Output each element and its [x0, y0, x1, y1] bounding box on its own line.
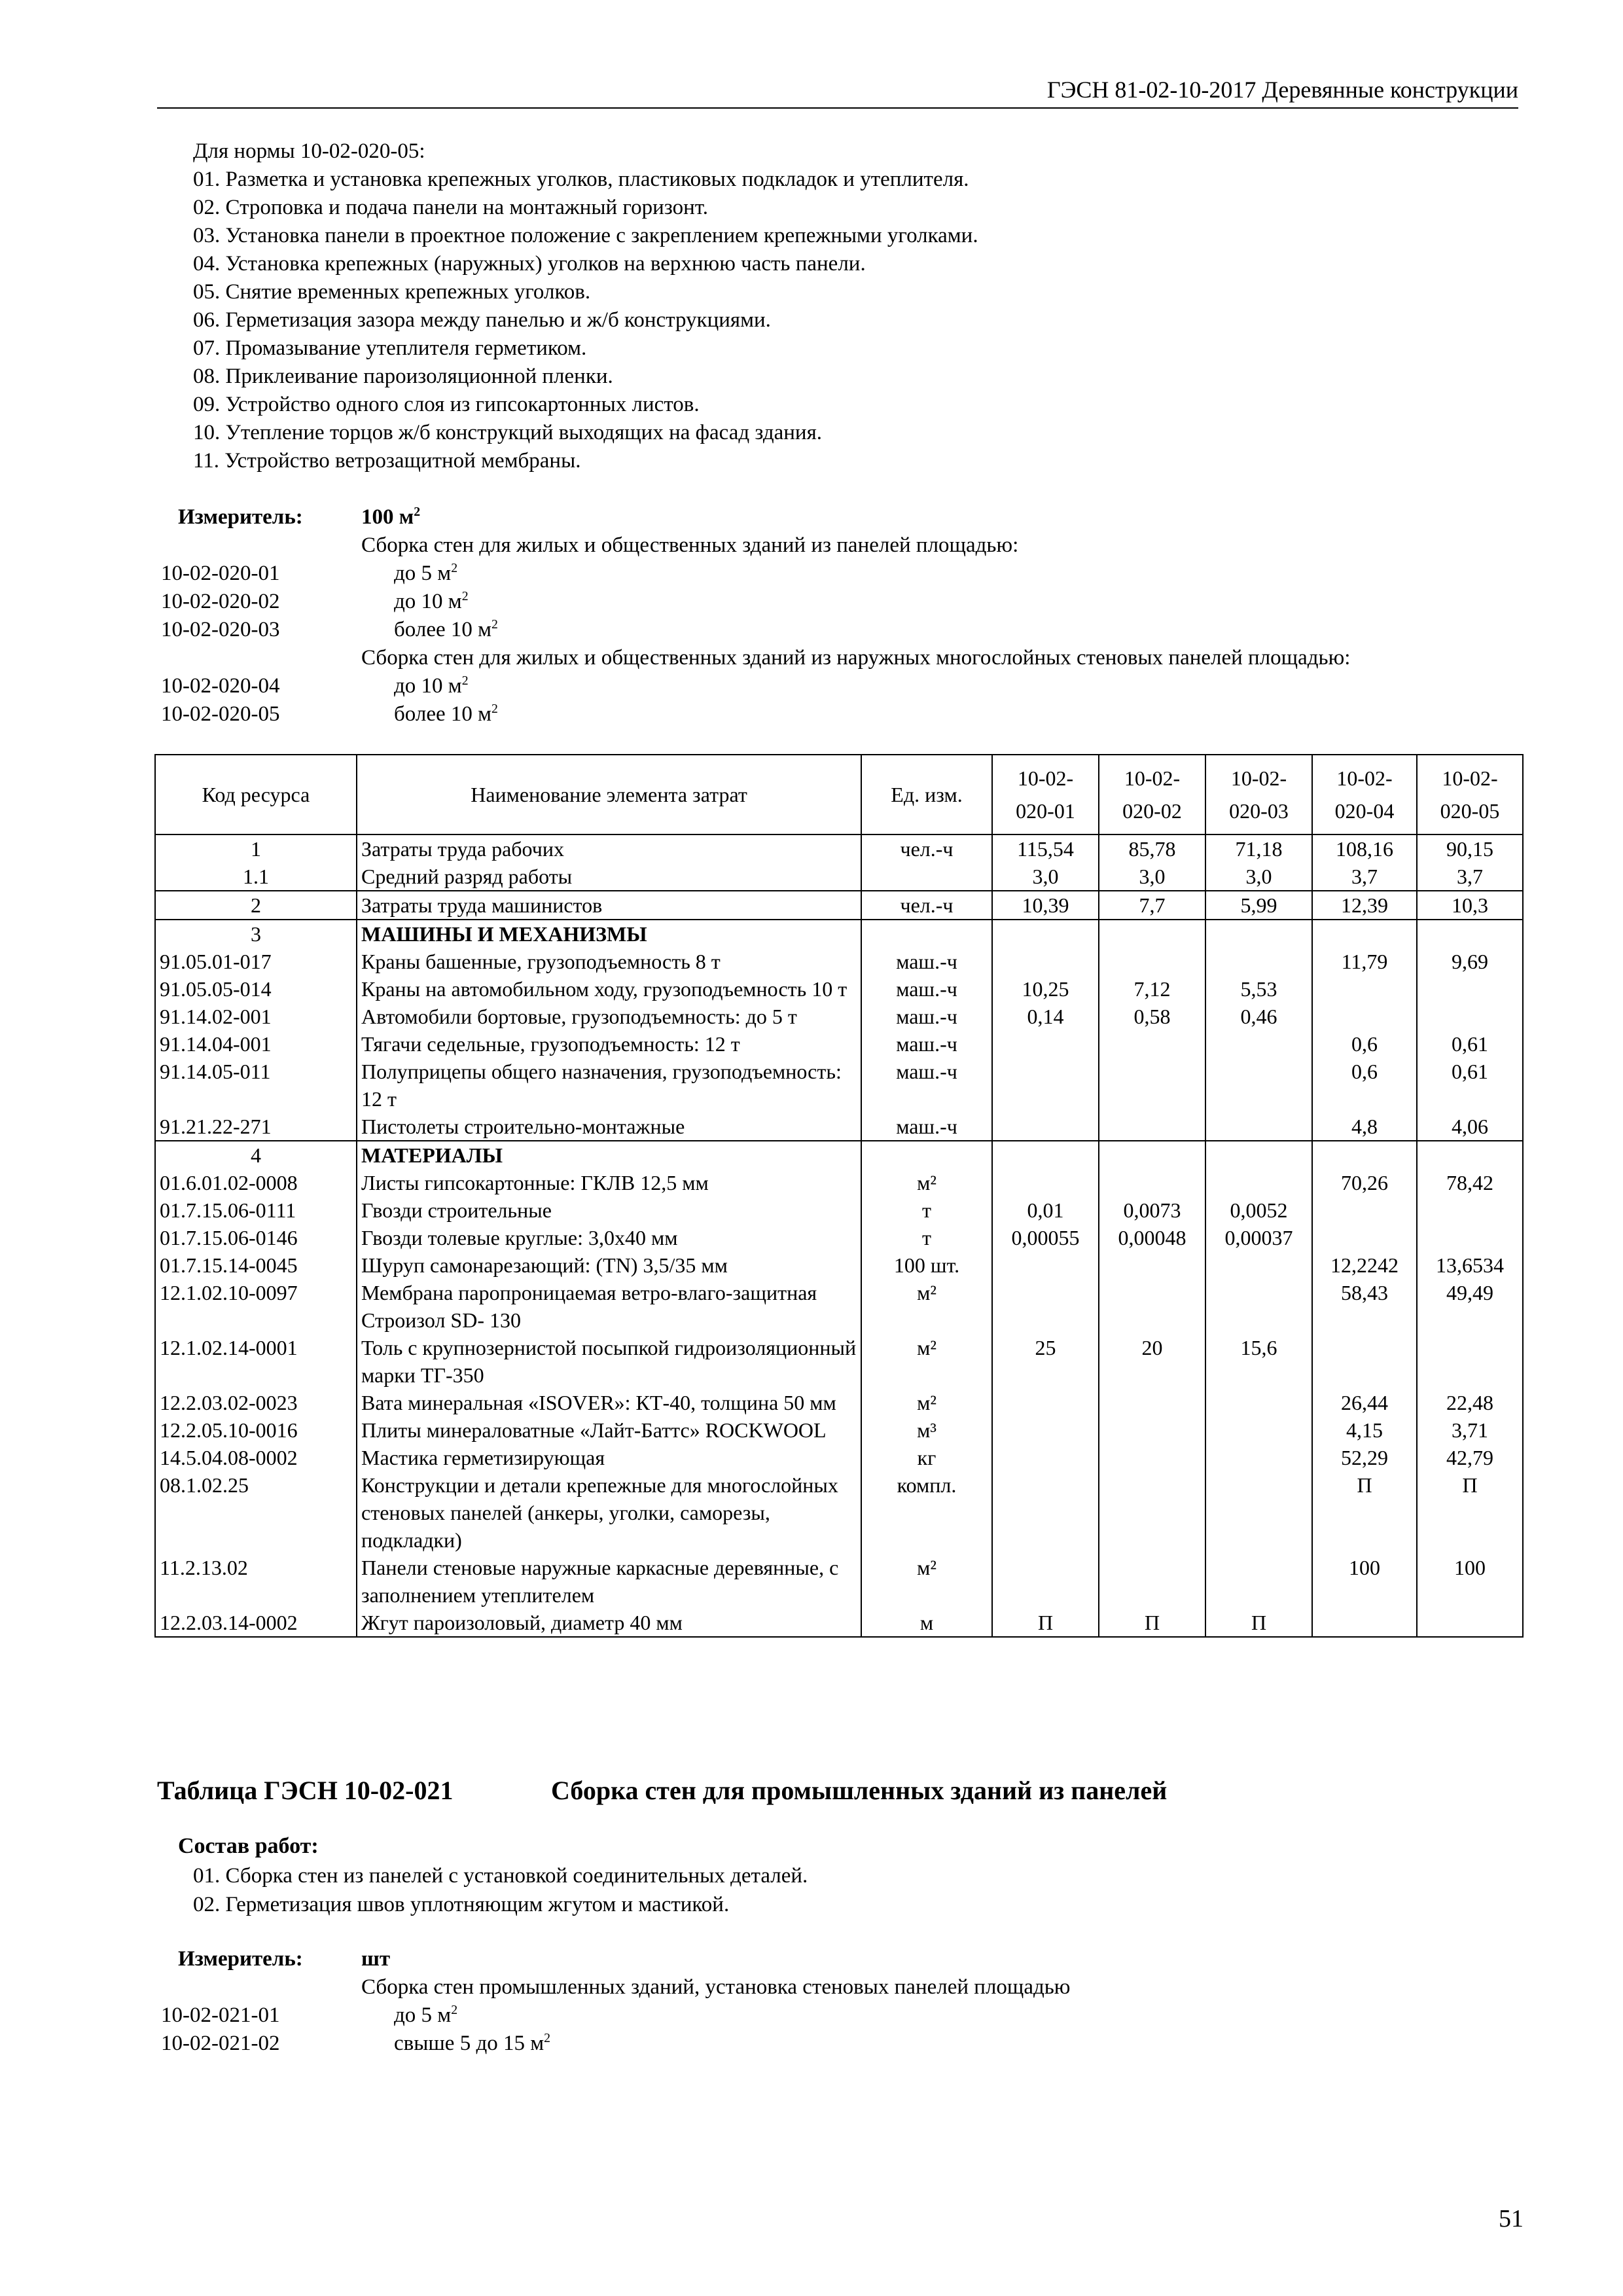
- cell-value: [1099, 1471, 1205, 1554]
- table-row: [155, 1334, 1523, 1389]
- table-row: [155, 1030, 1523, 1058]
- norm-desc-text: более 10 м: [394, 618, 491, 641]
- table-row: [155, 1058, 1523, 1113]
- cell-value: 0,0073: [1099, 1196, 1205, 1224]
- cell-value: 108,16: [1312, 834, 1417, 863]
- cell-name: Вата минеральная «ISOVER»: КТ-40, толщина 50 мм: [357, 1389, 861, 1416]
- cell-name: Жгут пароизоловый, диаметр 40 мм: [357, 1609, 861, 1637]
- cell-unit: компл.: [861, 1471, 992, 1554]
- cell-name: Толь с крупнозернистой посыпкой гидроизоляционный марки ТГ-350: [357, 1334, 861, 1389]
- cell-code: 01.6.01.02-0008: [155, 1169, 357, 1196]
- table-row: [155, 1609, 1523, 1637]
- cell-code: 91.21.22-271: [155, 1113, 357, 1141]
- composition-label: Состав работ:: [178, 1834, 319, 1858]
- cell-name: Листы гипсокартонные: ГКЛВ 12,5 мм: [357, 1169, 861, 1196]
- cell-value: [1312, 1609, 1417, 1637]
- composition-item: 01. Сборка стен из панелей с установкой соединительных деталей.: [193, 1864, 808, 1888]
- cell-name: Гвозди толевые круглые: 3,0х40 мм: [357, 1224, 861, 1251]
- cell-value: [1417, 975, 1523, 1003]
- cell-value: [992, 1279, 1099, 1334]
- cell-value: 3,7: [1312, 863, 1417, 891]
- cell-value: [1099, 1251, 1205, 1279]
- header-norm-col: [1312, 755, 1417, 834]
- norm-desc-text: до 10 м: [394, 674, 462, 698]
- cell-unit: м³: [861, 1416, 992, 1444]
- cell-code: 3: [155, 920, 357, 948]
- cell-value: [1099, 920, 1205, 948]
- cell-value: [992, 1058, 1099, 1113]
- cell-value: 85,78: [1099, 834, 1205, 863]
- cell-value: [992, 1554, 1099, 1609]
- cell-value: [1312, 1334, 1417, 1389]
- cell-value: [1417, 1609, 1523, 1637]
- cell-name: Панели стеновые наружные каркасные деревянные, с заполнением утеплителем: [357, 1554, 861, 1609]
- measure-unit: [361, 505, 420, 529]
- cell-unit: м²: [861, 1554, 992, 1609]
- cell-value: [1205, 920, 1312, 948]
- cell-code: 91.05.05-014: [155, 975, 357, 1003]
- measure-label: Измеритель:: [178, 505, 303, 529]
- cell-name: Средний разряд работы: [357, 863, 861, 891]
- composition-list: [193, 1861, 808, 1919]
- cell-value: [1417, 1141, 1523, 1169]
- cell-value: 7,7: [1099, 891, 1205, 920]
- cell-name: Краны башенные, грузоподъемность 8 т: [357, 948, 861, 975]
- cell-value: [1205, 1554, 1312, 1609]
- table-row: [155, 1471, 1523, 1554]
- cell-value: [1417, 1003, 1523, 1030]
- page-header: [157, 72, 1518, 109]
- norm-code: 10-02-020-04: [161, 674, 280, 698]
- table-row: [155, 1389, 1523, 1416]
- cell-value: 71,18: [1205, 834, 1312, 863]
- cell-unit: маш.-ч: [861, 975, 992, 1003]
- cell-value: 100: [1312, 1554, 1417, 1609]
- cell-value: 52,29: [1312, 1444, 1417, 1471]
- cell-unit: маш.-ч: [861, 1003, 992, 1030]
- cell-value: 0,6: [1312, 1030, 1417, 1058]
- cell-code: 91.14.05-011: [155, 1058, 357, 1113]
- cell-value: 20: [1099, 1334, 1205, 1389]
- cell-value: 0,6: [1312, 1058, 1417, 1113]
- cell-value: 49,49: [1417, 1279, 1523, 1334]
- norm-desc-sup: 2: [451, 561, 458, 575]
- cell-unit: маш.-ч: [861, 1058, 992, 1113]
- cell-code: 12.1.02.10-0097: [155, 1279, 357, 1334]
- cell-name: Гвозди строительные: [357, 1196, 861, 1224]
- cell-value: 12,2242: [1312, 1251, 1417, 1279]
- cell-value: П: [1312, 1471, 1417, 1554]
- cell-value: 90,15: [1417, 834, 1523, 863]
- norm-code: 10-02-020-03: [161, 618, 280, 641]
- table2-title-text: Сборка стен для промышленных зданий из панелей: [551, 1776, 1168, 1805]
- norm-desc-text: до 10 м: [394, 590, 462, 613]
- cell-code: 08.1.02.25: [155, 1471, 357, 1554]
- cell-value: [1099, 1169, 1205, 1196]
- table-row: [155, 891, 1523, 920]
- cell-value: [1417, 1334, 1523, 1389]
- cell-code: 91.14.02-001: [155, 1003, 357, 1030]
- cell-unit: т: [861, 1196, 992, 1224]
- cell-value: [1205, 1058, 1312, 1113]
- cell-unit: 100 шт.: [861, 1251, 992, 1279]
- header-norm-line: 10-02-: [1017, 766, 1074, 790]
- cell-name: Полуприцепы общего назначения, грузоподъемность: 12 т: [357, 1058, 861, 1113]
- cell-unit: чел.-ч: [861, 891, 992, 920]
- cell-value: [1205, 948, 1312, 975]
- header-norm-line: 10-02-: [1124, 766, 1181, 790]
- cell-value: [1312, 975, 1417, 1003]
- norm-desc-text: до 5 м: [394, 2003, 452, 2027]
- header-norm-line: 020-04: [1334, 799, 1395, 823]
- table-row: [155, 975, 1523, 1003]
- cell-value: [992, 948, 1099, 975]
- cell-value: [1417, 920, 1523, 948]
- norm-code: 10-02-021-01: [161, 2003, 280, 2027]
- table-row: [155, 1416, 1523, 1444]
- cell-value: 0,0052: [1205, 1196, 1312, 1224]
- cell-value: [1312, 920, 1417, 948]
- cell-value: 5,99: [1205, 891, 1312, 920]
- cell-code: 91.05.01-017: [155, 948, 357, 975]
- cell-value: [1312, 1196, 1417, 1224]
- table-row: [155, 863, 1523, 891]
- cell-value: [992, 1471, 1099, 1554]
- cell-code: 1.1: [155, 863, 357, 891]
- cell-value: [992, 1416, 1099, 1444]
- norm-desc: [394, 562, 457, 586]
- header-norm-col: [1205, 755, 1312, 834]
- norm-desc-sup: 2: [491, 617, 498, 632]
- norm-desc-text: свыше 5 до 15 м: [394, 2032, 544, 2055]
- norm-desc-text: до 5 м: [394, 562, 452, 585]
- cell-value: 7,12: [1099, 975, 1205, 1003]
- header-norm-col: [992, 755, 1099, 834]
- header-norm-col: [1099, 755, 1205, 834]
- cell-value: 0,01: [992, 1196, 1099, 1224]
- measure-unit-sup: 2: [414, 505, 421, 519]
- cell-code: 11.2.13.02: [155, 1554, 357, 1609]
- cell-value: [992, 1444, 1099, 1471]
- table-row: [155, 1113, 1523, 1141]
- cell-value: 0,00037: [1205, 1224, 1312, 1251]
- cell-unit: [861, 1141, 992, 1169]
- norm-desc: [394, 702, 498, 726]
- cell-value: [1312, 1003, 1417, 1030]
- cell-unit: м²: [861, 1334, 992, 1389]
- cell-code: 01.7.15.06-0111: [155, 1196, 357, 1224]
- cell-value: 10,39: [992, 891, 1099, 920]
- cell-name: Мембрана паропроницаемая ветро-влаго-защитная Строизол SD- 130: [357, 1279, 861, 1334]
- cell-unit: [861, 920, 992, 948]
- cell-value: 3,7: [1417, 863, 1523, 891]
- cell-value: [1099, 1554, 1205, 1609]
- cell-name: Затраты труда машинистов: [357, 891, 861, 920]
- cell-value: П: [1417, 1471, 1523, 1554]
- cell-value: [1205, 1113, 1312, 1141]
- table-row: [155, 1444, 1523, 1471]
- cell-value: [992, 920, 1099, 948]
- cell-value: 100: [1417, 1554, 1523, 1609]
- header-norm-line: 10-02-: [1230, 766, 1287, 790]
- cell-value: П: [992, 1609, 1099, 1637]
- cell-code: 91.14.04-001: [155, 1030, 357, 1058]
- cell-code: 01.7.15.14-0045: [155, 1251, 357, 1279]
- operation-item: 05. Снятие временных крепежных уголков.: [193, 280, 591, 304]
- cell-value: 115,54: [992, 834, 1099, 863]
- cell-value: 78,42: [1417, 1169, 1523, 1196]
- cell-value: [1417, 1196, 1523, 1224]
- cell-value: 13,6534: [1417, 1251, 1523, 1279]
- cell-value: 10,3: [1417, 891, 1523, 920]
- measure-unit-text: 100 м: [361, 505, 414, 529]
- cell-unit: маш.-ч: [861, 1030, 992, 1058]
- cell-name: Затраты труда рабочих: [357, 834, 861, 863]
- table-row: [155, 920, 1523, 948]
- table2-title: [157, 1775, 1168, 1806]
- cell-value: 22,48: [1417, 1389, 1523, 1416]
- header-norm-line: 10-02-: [1336, 766, 1393, 790]
- cell-code: 12.1.02.14-0001: [155, 1334, 357, 1389]
- cell-value: [1205, 1279, 1312, 1334]
- cell-value: 0,58: [1099, 1003, 1205, 1030]
- operation-item: 03. Установка панели в проектное положение с закреплением крепежными уголками.: [193, 224, 978, 247]
- cell-value: 3,0: [1099, 863, 1205, 891]
- header-title: ГЭСН 81-02-10-2017 Деревянные конструкции: [1046, 77, 1518, 103]
- operation-item: 02. Строповка и подача панели на монтажный горизонт.: [193, 196, 708, 219]
- cell-value: П: [1099, 1609, 1205, 1637]
- measure-group-1: Сборка стен для жилых и общественных зданий из панелей площадью:: [361, 533, 1019, 557]
- header-unit: Ед. изм.: [861, 755, 992, 834]
- cell-code: 14.5.04.08-0002: [155, 1444, 357, 1471]
- composition-item: 02. Герметизация швов уплотняющим жгутом и мастикой.: [193, 1893, 730, 1916]
- operation-item: 09. Устройство одного слоя из гипсокартонных листов.: [193, 393, 700, 416]
- page-number: 51: [1499, 2205, 1524, 2233]
- cell-value: П: [1205, 1609, 1312, 1637]
- norm-code: 10-02-020-02: [161, 590, 280, 613]
- cell-name: Конструкции и детали крепежные для многослойных стеновых панелей (анкеры, уголки, саморезы, подкладки): [357, 1471, 861, 1554]
- header-norm-line: 020-03: [1229, 799, 1289, 823]
- measure-group: Сборка стен промышленных зданий, установка стеновых панелей площадью: [361, 1975, 1071, 1999]
- table-row: [155, 1279, 1523, 1334]
- cell-value: [992, 1141, 1099, 1169]
- cell-value: [1205, 1030, 1312, 1058]
- norm-desc: [394, 590, 469, 614]
- cell-code: 4: [155, 1141, 357, 1169]
- cell-value: 11,79: [1312, 948, 1417, 975]
- cell-code: 1: [155, 834, 357, 863]
- cell-unit: [861, 863, 992, 891]
- operation-item: 08. Приклеивание пароизоляционной пленки.: [193, 365, 613, 388]
- cell-value: 9,69: [1417, 948, 1523, 975]
- cell-value: 4,8: [1312, 1113, 1417, 1141]
- cell-name: Тягачи седельные, грузоподъемность: 12 т: [357, 1030, 861, 1058]
- cell-value: 0,46: [1205, 1003, 1312, 1030]
- cell-value: [1312, 1141, 1417, 1169]
- cell-value: 3,0: [992, 863, 1099, 891]
- norm-desc: [394, 674, 469, 698]
- cell-value: 4,06: [1417, 1113, 1523, 1141]
- cell-value: 10,25: [992, 975, 1099, 1003]
- operations-intro: Для нормы 10-02-020-05:: [193, 139, 425, 163]
- cell-name: МАТЕРИАЛЫ: [357, 1141, 861, 1169]
- cell-value: [1099, 1141, 1205, 1169]
- cell-unit: м²: [861, 1169, 992, 1196]
- cell-value: 3,0: [1205, 863, 1312, 891]
- cell-value: [1205, 1444, 1312, 1471]
- cell-unit: м²: [861, 1389, 992, 1416]
- norm-code: 10-02-020-05: [161, 702, 280, 726]
- cell-value: 26,44: [1312, 1389, 1417, 1416]
- cell-value: [1099, 1389, 1205, 1416]
- table-row: [155, 948, 1523, 975]
- header-name: Наименование элемента затрат: [357, 755, 861, 834]
- cell-value: [1099, 1279, 1205, 1334]
- norm-desc: [394, 618, 498, 642]
- table2-title-code: Таблица ГЭСН 10-02-021: [157, 1776, 454, 1805]
- norm-desc-sup: 2: [461, 589, 469, 603]
- cell-name: Пистолеты строительно-монтажные: [357, 1113, 861, 1141]
- cell-value: [1099, 1416, 1205, 1444]
- operation-item: 11. Устройство ветрозащитной мембраны.: [193, 449, 581, 473]
- cell-unit: кг: [861, 1444, 992, 1471]
- header-norm-line: 020-05: [1440, 799, 1500, 823]
- cell-code: 12.2.03.14-0002: [155, 1609, 357, 1637]
- cell-value: [1099, 1113, 1205, 1141]
- norm-desc-sup: 2: [544, 2031, 551, 2045]
- operation-item: 07. Промазывание утеплителя герметиком.: [193, 336, 587, 360]
- operation-item: 06. Герметизация зазора между панелью и ж/б конструкциями.: [193, 308, 771, 332]
- cell-value: [1205, 1141, 1312, 1169]
- cell-value: [1205, 1169, 1312, 1196]
- norm-desc-sup: 2: [451, 2003, 458, 2017]
- table-row: [155, 1251, 1523, 1279]
- operation-item: 01. Разметка и установка крепежных уголков, пластиковых подкладок и утеплителя.: [193, 168, 969, 191]
- measure-group-2: Сборка стен для жилых и общественных зданий из наружных многослойных стеновых панелей площадью:: [361, 646, 1351, 670]
- norm-desc: [394, 2032, 550, 2056]
- cell-value: 70,26: [1312, 1169, 1417, 1196]
- operation-item: 10. Утепление торцов ж/б конструкций выходящих на фасад здания.: [193, 421, 823, 444]
- cell-unit: м²: [861, 1279, 992, 1334]
- header-norm-line: 020-01: [1016, 799, 1075, 823]
- cell-value: 4,15: [1312, 1416, 1417, 1444]
- cell-code: 2: [155, 891, 357, 920]
- cell-unit: т: [861, 1224, 992, 1251]
- norm-code: 10-02-020-01: [161, 562, 280, 585]
- cell-name: МАШИНЫ И МЕХАНИЗМЫ: [357, 920, 861, 948]
- cell-value: 12,39: [1312, 891, 1417, 920]
- norm-desc: [394, 2003, 457, 2028]
- cell-value: 58,43: [1312, 1279, 1417, 1334]
- cell-value: [1099, 1444, 1205, 1471]
- cell-value: [1099, 948, 1205, 975]
- cell-value: [992, 1030, 1099, 1058]
- cell-unit: маш.-ч: [861, 948, 992, 975]
- cell-name: Шуруп самонарезающий: (TN) 3,5/35 мм: [357, 1251, 861, 1279]
- measure-unit: шт: [361, 1947, 391, 1971]
- table-row: [155, 1141, 1523, 1169]
- table-header-row: [155, 755, 1523, 834]
- cell-value: 3,71: [1417, 1416, 1523, 1444]
- cell-value: [1417, 1224, 1523, 1251]
- cell-code: 12.2.03.02-0023: [155, 1389, 357, 1416]
- cell-value: [992, 1251, 1099, 1279]
- operation-item: 04. Установка крепежных (наружных) уголков на верхнюю часть панели.: [193, 252, 866, 276]
- table-row: [155, 1003, 1523, 1030]
- cell-value: 0,14: [992, 1003, 1099, 1030]
- cell-value: [1099, 1058, 1205, 1113]
- cell-unit: маш.-ч: [861, 1113, 992, 1141]
- operations-list: [193, 137, 978, 475]
- cell-value: [1312, 1224, 1417, 1251]
- cell-value: 5,53: [1205, 975, 1312, 1003]
- cell-value: [1205, 1416, 1312, 1444]
- cell-value: 15,6: [1205, 1334, 1312, 1389]
- norm-desc-text: более 10 м: [394, 702, 491, 726]
- cell-name: Мастика герметизирующая: [357, 1444, 861, 1471]
- header-norm-line: 10-02-: [1442, 766, 1498, 790]
- table-row: [155, 834, 1523, 863]
- cell-code: 01.7.15.06-0146: [155, 1224, 357, 1251]
- cell-value: 25: [992, 1334, 1099, 1389]
- resource-table: [154, 754, 1524, 1638]
- cell-value: [1205, 1471, 1312, 1554]
- header-norm-col: [1417, 755, 1523, 834]
- table-row: [155, 1554, 1523, 1609]
- cell-value: 0,61: [1417, 1030, 1523, 1058]
- norm-code: 10-02-021-02: [161, 2032, 280, 2055]
- cell-unit: чел.-ч: [861, 834, 992, 863]
- norm-desc-sup: 2: [491, 702, 498, 716]
- cell-value: [1099, 1030, 1205, 1058]
- cell-value: [1205, 1251, 1312, 1279]
- cell-value: 0,00048: [1099, 1224, 1205, 1251]
- table-row: [155, 1169, 1523, 1196]
- cell-code: 12.2.05.10-0016: [155, 1416, 357, 1444]
- cell-value: [992, 1169, 1099, 1196]
- cell-unit: м: [861, 1609, 992, 1637]
- cell-value: [992, 1389, 1099, 1416]
- cell-value: 0,61: [1417, 1058, 1523, 1113]
- header-code: Код ресурса: [155, 755, 357, 834]
- cell-value: 42,79: [1417, 1444, 1523, 1471]
- cell-value: [992, 1113, 1099, 1141]
- cell-name: Плиты минераловатные «Лайт-Баттс» ROCKWOOL: [357, 1416, 861, 1444]
- table-row: [155, 1224, 1523, 1251]
- norm-desc-sup: 2: [461, 673, 469, 688]
- cell-name: Автомобили бортовые, грузоподъемность: до 5 т: [357, 1003, 861, 1030]
- table-row: [155, 1196, 1523, 1224]
- header-norm-line: 020-02: [1122, 799, 1182, 823]
- cell-name: Краны на автомобильном ходу, грузоподъемность 10 т: [357, 975, 861, 1003]
- cell-value: [1205, 1389, 1312, 1416]
- measure-label: Измеритель:: [178, 1947, 303, 1971]
- cell-value: 0,00055: [992, 1224, 1099, 1251]
